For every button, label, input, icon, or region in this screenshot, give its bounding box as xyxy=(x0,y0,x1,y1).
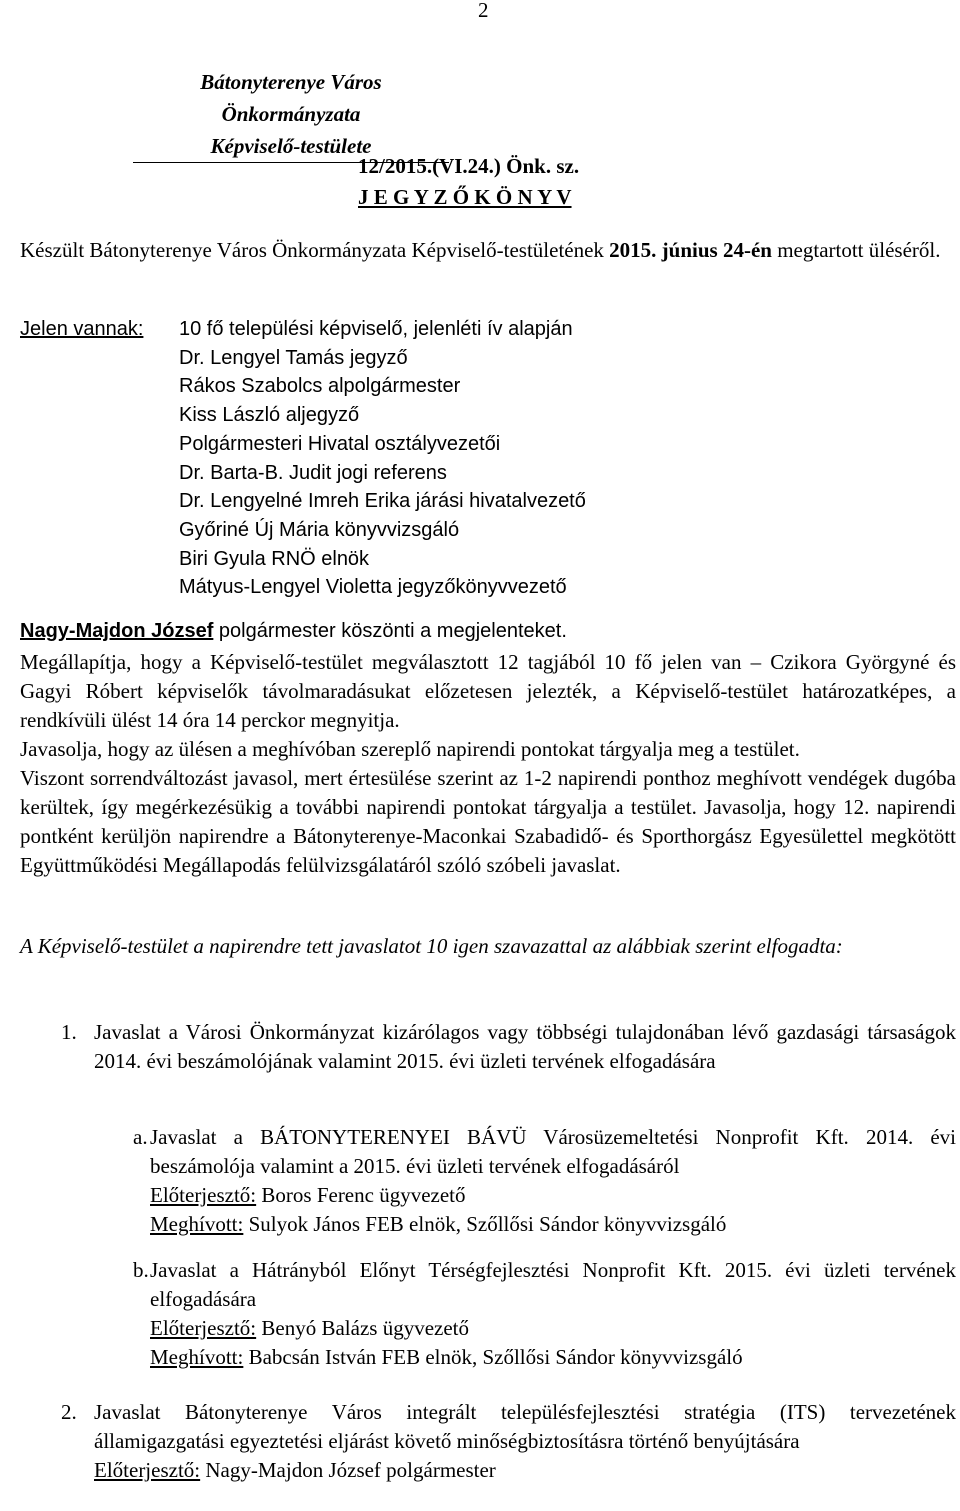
agenda-item-2 xyxy=(61,1398,956,1510)
body-paragraph-1: Megállapítja, hogy a Képviselő-testület megválasztott 12 tagjából 10 fő jelen van – Czikora Györgyné és Gagyi Róbert képviselők távolmaradásukat előzetesen jelezték, a Képviselő-testület határozatképes, a rendkívüli ülést 14 óra 14 perckor megnyitja. xyxy=(20,650,956,732)
page-number: 2 xyxy=(478,0,489,22)
agenda-sub-description: Javaslat a BÁTONYTERENYEI BÁVÜ Városüzemeltetési Nonprofit Kft. 2014. évi beszámolója valamint a 2015. évi üzleti tervének elfogadásáról xyxy=(150,1125,956,1178)
vote-statement: A Képviselő-testület a napirendre tett javaslatot 10 igen szavazattal az alábbiak szerint elfogadta: xyxy=(20,934,843,958)
agenda-sub-text xyxy=(150,1123,956,1239)
intro-trail: megtartott üléséről. xyxy=(771,238,941,262)
greeting-text: polgármester köszönti a megjelenteket. xyxy=(213,620,567,642)
presenter-line: Előterjesztő: Boros Ferenc ügyvezető xyxy=(150,1183,466,1207)
agenda-subitem-a xyxy=(133,1123,956,1243)
agenda-sub-description: Javaslat a Hátrányból Előnyt Térségfejlesztési Nonprofit Kft. 2015. évi üzleti tervének elfogadására xyxy=(150,1258,956,1311)
attendee: Dr. Barta-B. Judit jogi referens xyxy=(179,461,447,484)
attendee: Győriné Új Mária könyvvizsgáló xyxy=(179,518,460,541)
body-paragraph-2: Javasolja, hogy az ülésen a meghívóban szereplő napirendi pontokat tárgyalja meg a testület. xyxy=(20,737,800,761)
invited-line: Meghívott: Sulyok János FEB elnök, Szőllősi Sándor könyvvizsgáló xyxy=(150,1212,727,1236)
agenda-sub-letter: b. xyxy=(133,1258,149,1282)
agenda-sub-letter: a. xyxy=(133,1125,148,1149)
agenda-text: Javaslat a Városi Önkormányzat kizárólagos vagy többségi tulajdonában lévő gazdasági társaságok 2014. évi beszámolójának valamint 2015. évi üzleti tervének elfogadására xyxy=(94,1020,956,1073)
intro-paragraph xyxy=(20,236,956,265)
org-name: Bátonyterenye Város Önkormányzata xyxy=(200,70,382,126)
presenter-line: Előterjesztő: Nagy-Majdon József polgármester xyxy=(94,1458,496,1482)
attendee: Kiss László aljegyző xyxy=(179,404,360,427)
presenter-line: Előterjesztő: Benyó Balázs ügyvezető xyxy=(150,1316,469,1340)
attendance-first: 10 fő települési képviselő, jelenléti ív alapján xyxy=(179,318,573,340)
attendance-list xyxy=(179,315,586,602)
agenda-subitem-b xyxy=(133,1256,956,1376)
greeting-line xyxy=(20,617,956,646)
mayor-name: Nagy-Majdon József xyxy=(20,620,214,642)
reference-block xyxy=(358,151,579,213)
agenda-number: 2. xyxy=(61,1400,77,1424)
intro-date: 2015. június 24-én xyxy=(609,238,772,262)
attendance-label: Jelen vannak: xyxy=(20,318,144,340)
attendee: Mátyus-Lengyel Violetta jegyzőkönyvvezető xyxy=(179,576,567,599)
resolution-reference: 12/2015.(VI.24.) Önk. sz. xyxy=(358,154,580,178)
invited-line: Meghívott: Babcsán István FEB elnök, Szőllősi Sándor könyvvizsgáló xyxy=(150,1345,743,1369)
intro-lead: Készült Bátonyterenye Város Önkormányzata Képviselő-testületének xyxy=(20,238,610,262)
body-paragraph-3: Viszont sorrendváltozást javasol, mert értesülése szerint az 1-2 napirendi ponthoz meghívott vendégek dugóba kerültek, így megérkezésükig a további napirendi pontokat tárgyalja a testület. Javasolja, hogy 12. napirendi pontként kerüljön napirendre a Bátonyterenye-Maconkai Szabadidő- és Sporthorgász Egyesülettel megkötött Együttműködési Megállapodás felülvizsgálatáról szóló szóbeli javaslat. xyxy=(20,766,956,877)
attendee: Biri Gyula RNÖ elnök xyxy=(179,547,370,570)
attendee: Dr. Lengyelné Imreh Erika járási hivatalvezető xyxy=(179,490,586,513)
agenda-sub-text xyxy=(150,1256,956,1372)
org-body: Képviselő-testülete xyxy=(133,130,449,163)
document-title: J E G Y Z Ő K Ö N Y V xyxy=(358,185,572,209)
organization-header xyxy=(133,66,449,163)
attendee: Rákos Szabolcs alpolgármester xyxy=(179,375,461,398)
attendee: Dr. Lengyel Tamás jegyző xyxy=(179,346,408,369)
agenda-item-1 xyxy=(61,1018,956,1108)
agenda-text: Javaslat Bátonyterenye Város integrált településfejlesztési stratégia (ITS) tervezetének államigazgatási egyeztetési eljárást követő minőségbiztosításra történő benyújtására xyxy=(94,1400,956,1453)
attendee: Polgármesteri Hivatal osztályvezetői xyxy=(179,432,501,455)
agenda-text-block xyxy=(94,1398,956,1485)
agenda-number: 1. xyxy=(61,1020,77,1044)
